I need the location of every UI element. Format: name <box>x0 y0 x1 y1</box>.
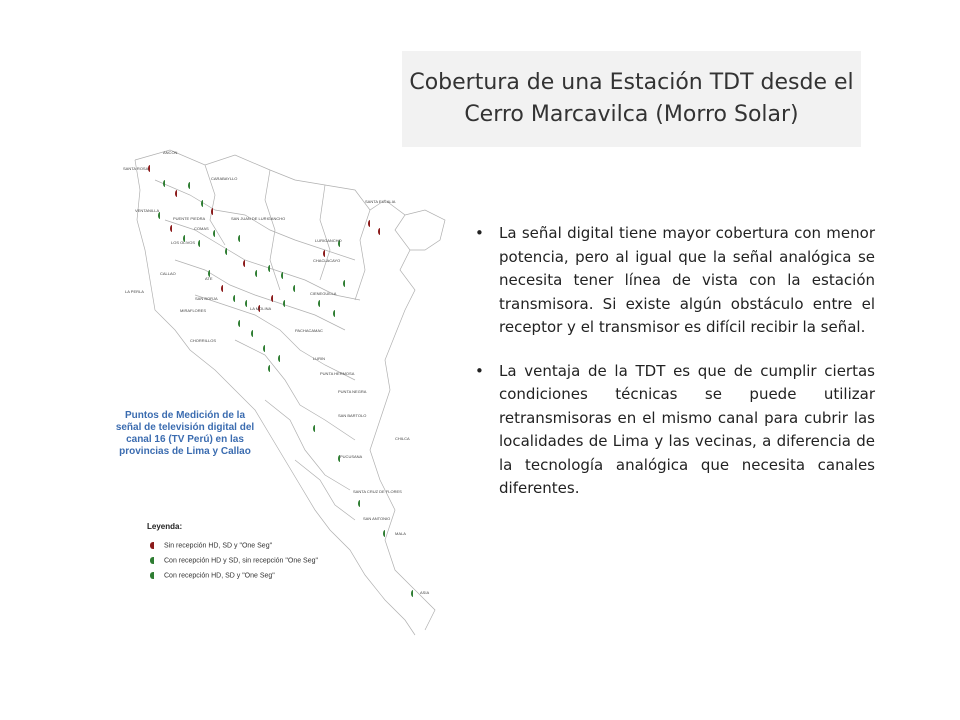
place-label: LOS OLIVOS <box>171 240 196 245</box>
place-label: ATE <box>205 276 213 281</box>
measurement-point <box>333 310 335 317</box>
place-label: SAN JUAN DE LURIGANCHO <box>231 216 286 221</box>
measurement-points <box>148 165 413 597</box>
place-label: LA PERLA <box>125 289 144 294</box>
measurement-point <box>198 240 200 247</box>
bullet-list <box>475 222 875 521</box>
bullet-item: • La señal digital tiene mayor cobertura con menor potencia, pero al igual que la señal analógica se necesita tener línea de vista con la estación transmisora. Si existe algún obstáculo entre el receptor y el transmisor es difícil recibir la señal. <box>475 222 875 340</box>
measurement-point <box>268 365 270 372</box>
legend-label: Con recepción HD, SD y "One Seg" <box>164 572 275 580</box>
measurement-point <box>238 235 240 242</box>
place-label: LURIGANCHO <box>315 238 342 243</box>
measurement-point <box>293 285 295 292</box>
measurement-point <box>278 355 280 362</box>
place-label: PUCUSANA <box>340 454 363 459</box>
place-label: VENTANILLA <box>135 208 160 213</box>
measurement-point <box>158 212 160 219</box>
place-label: CIENEGUILLA <box>310 291 337 296</box>
measurement-point <box>268 265 270 272</box>
measurement-point <box>411 590 413 597</box>
measurement-point <box>238 320 240 327</box>
measurement-point <box>281 272 283 279</box>
measurement-point <box>313 425 315 432</box>
legend-label: Sin recepción HD, SD y "One Seg" <box>164 542 273 550</box>
measurement-point <box>378 228 380 235</box>
legend-label: Con recepción HD y SD, sin recepción "One Seg" <box>164 557 318 565</box>
measurement-point <box>243 260 245 267</box>
place-label: MIRAFLORES <box>180 308 207 313</box>
place-label: SANTA ROSA <box>123 166 149 171</box>
legend-marker-green <box>150 557 154 564</box>
map-heading-line-4: provincias de Lima y Callao <box>119 446 251 457</box>
measurement-point <box>213 230 215 237</box>
measurement-point <box>225 248 227 255</box>
map-heading-line-3: canal 16 (TV Perú) en las <box>126 434 244 445</box>
map-heading-line-2: señal de televisión digital del <box>115 422 255 433</box>
place-label: CALLAO <box>160 271 176 276</box>
place-label: MALA <box>395 531 406 536</box>
place-label: CHORRILLOS <box>190 338 217 343</box>
measurement-point <box>368 220 370 227</box>
legend-item <box>150 542 272 549</box>
place-label: LURIN <box>313 356 326 361</box>
map-heading <box>100 410 270 458</box>
bullet-item: • La ventaja de la TDT es que de cumplir ciertas condiciones técnicas se puede utilizar retransmisoras en el mismo canal para cubrir las localidades de Lima y las vecinas, a diferencia de la tecnología analógica que necesita canales diferentes. <box>475 360 875 501</box>
place-label: SANTA EULALIA <box>365 199 396 204</box>
measurement-point <box>245 300 247 307</box>
measurement-point <box>255 270 257 277</box>
measurement-point <box>358 500 360 507</box>
place-label: CARABAYLLO <box>211 176 238 181</box>
place-label: SAN BARTOLO <box>338 413 367 418</box>
legend-title: Leyenda: <box>147 522 183 531</box>
measurement-point <box>343 280 345 287</box>
place-label: ANCON <box>163 150 178 155</box>
measurement-point <box>163 180 165 187</box>
place-label: SAN ANTONIO <box>363 516 391 521</box>
place-label: LA MOLINA <box>250 306 272 311</box>
place-label: PACHACAMAC <box>295 328 323 333</box>
place-label: PUNTA HERMOSA <box>320 371 355 376</box>
map-heading-line-1: Puntos de Medición de la <box>124 410 245 421</box>
measurement-point <box>283 300 285 307</box>
place-label: COMAS <box>194 226 209 231</box>
place-label: PUENTE PIEDRA <box>173 216 206 221</box>
title-line-2: Cerro Marcavilca (Morro Solar) <box>464 102 799 127</box>
measurement-point <box>175 190 177 197</box>
legend-item <box>150 572 275 579</box>
measurement-point <box>148 165 150 172</box>
measurement-point <box>201 200 203 207</box>
measurement-point <box>233 295 235 302</box>
place-label: PUNTA NEGRA <box>338 389 367 394</box>
measurement-point <box>221 285 223 292</box>
coverage-map <box>95 120 495 650</box>
measurement-point <box>318 300 320 307</box>
measurement-point <box>323 250 325 257</box>
place-label: ASIA <box>420 590 430 595</box>
measurement-point <box>263 345 265 352</box>
place-label: CHACLACAYO <box>313 258 341 263</box>
place-label: CHILCA <box>395 436 410 441</box>
legend-marker-red <box>150 542 154 549</box>
measurement-point <box>188 182 190 189</box>
measurement-point <box>251 330 253 337</box>
legend-item <box>150 557 318 564</box>
place-label: SANTA CRUZ DE FLORES <box>353 489 402 494</box>
measurement-point <box>383 530 385 537</box>
measurement-point <box>170 225 172 232</box>
legend-marker-green <box>150 572 154 579</box>
title-line-1: Cobertura de una Estación TDT desde el <box>409 70 854 95</box>
measurement-point <box>271 295 273 302</box>
place-label: SAN BORJA <box>195 296 218 301</box>
